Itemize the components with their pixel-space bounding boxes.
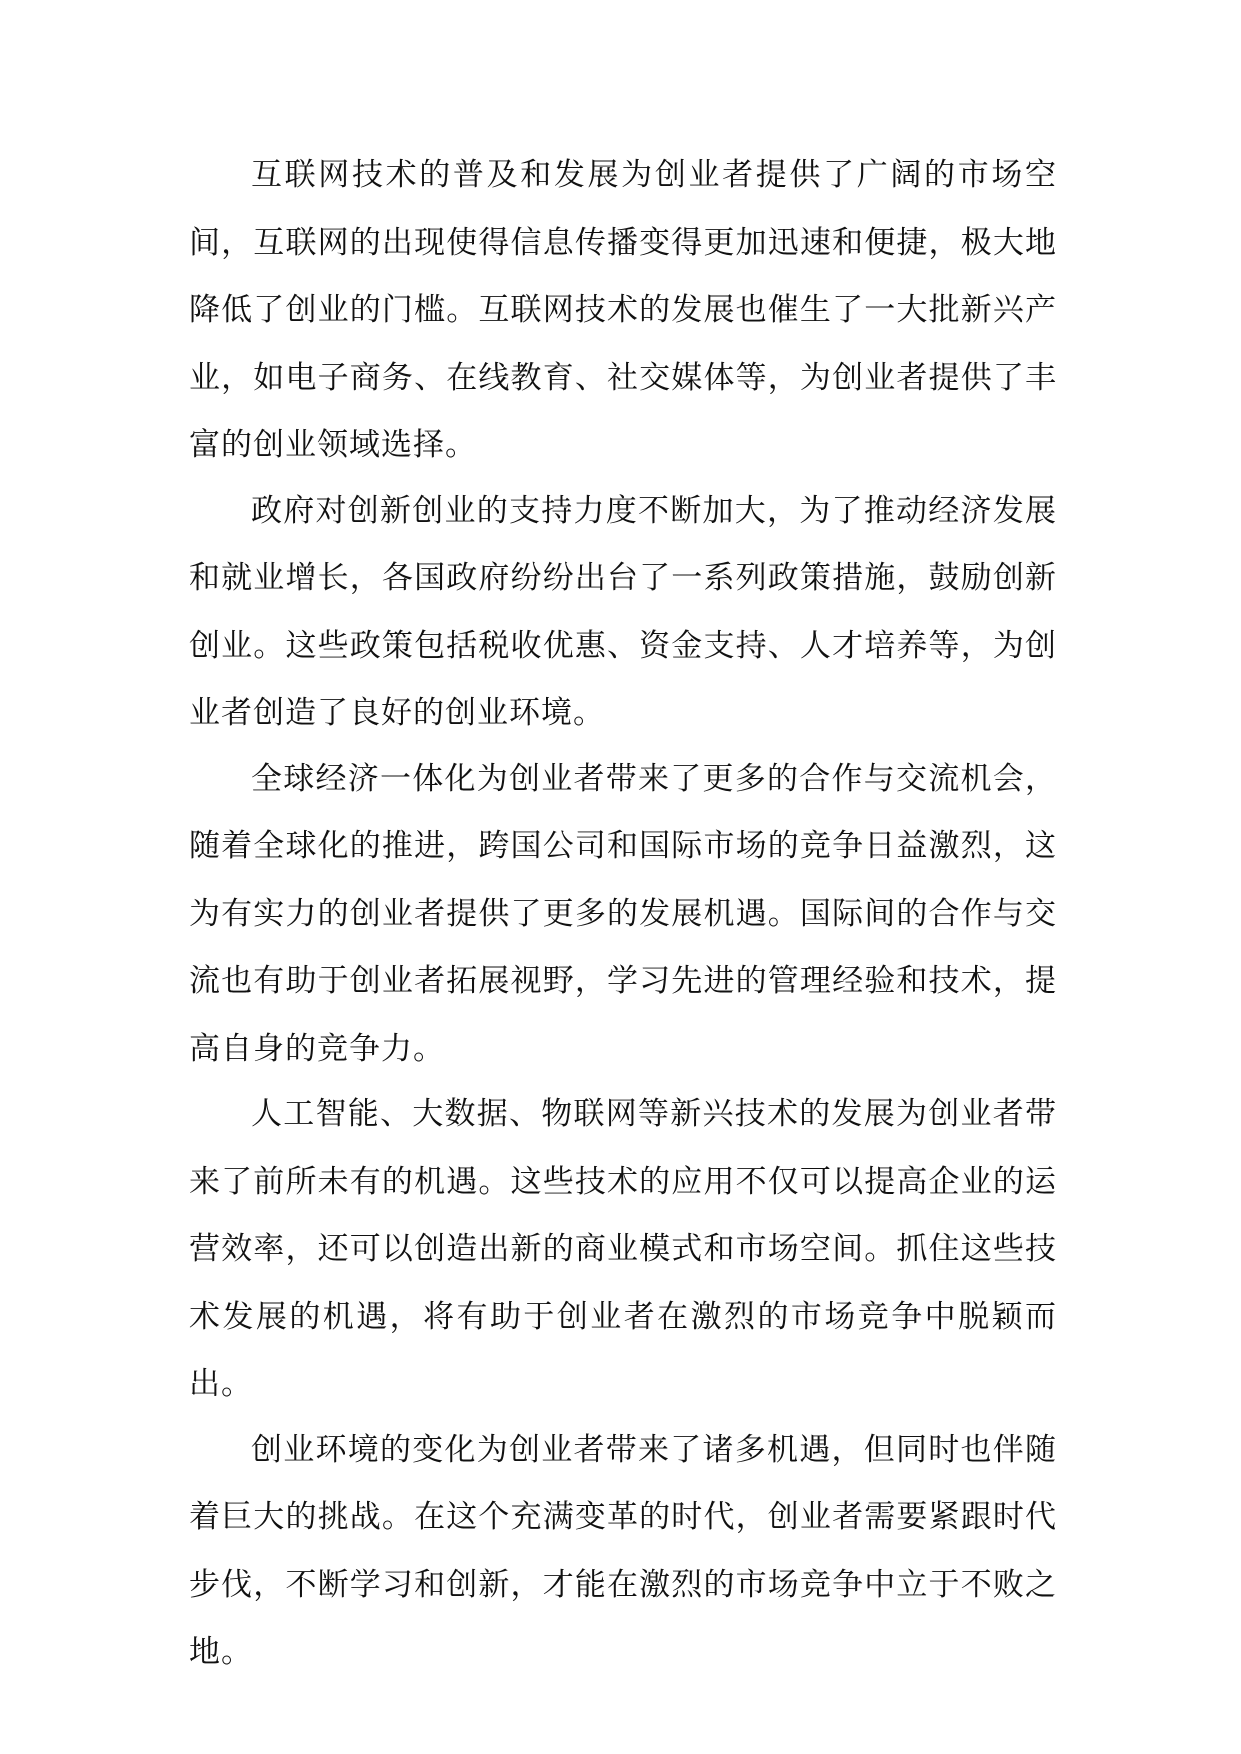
paragraph-internet: 互联网技术的普及和发展为创业者提供了广阔的市场空间，互联网的出现使得信息传播变得更加迅速和便捷，极大地降低了创业的门槛。互联网技术的发展也催生了一大批新兴产业，如电子商务、在线教育、社交媒体等，为创业者提供了丰富的创业领域选择。: [189, 157, 1057, 463]
paragraph-emerging-tech: 人工智能、大数据、物联网等新兴技术的发展为创业者带来了前所未有的机遇。这些技术的应用不仅可以提高企业的运营效率，还可以创造出新的商业模式和市场空间。抓住这些技术发展的机遇，将有助于创业者在激烈的市场竞争中脱颖而出。: [189, 1096, 1057, 1402]
paragraph-globalization: 全球经济一体化为创业者带来了更多的合作与交流机会，随着全球化的推进，跨国公司和国际市场的竞争日益激烈，这为有实力的创业者提供了更多的发展机遇。国际间的合作与交流也有助于创业者拓展视野，学习先进的管理经验和技术，提高自身的竞争力。: [189, 760, 1057, 1067]
paragraph-government-support: 政府对创新创业的支持力度不断加大，为了推动经济发展和就业增长，各国政府纷纷出台了一系列政策措施，鼓励创新创业。这些政策包括税收优惠、资金支持、人才培养等，为创业者创造了良好的创业环境。: [189, 492, 1057, 731]
paragraph-conclusion: 创业环境的变化为创业者带来了诸多机遇，但同时也伴随着巨大的挑战。在这个充满变革的时代，创业者需要紧跟时代步伐，不断学习和创新，才能在激烈的市场竞争中立于不败之地。: [189, 1431, 1057, 1670]
document-body: [189, 142, 1057, 1685]
